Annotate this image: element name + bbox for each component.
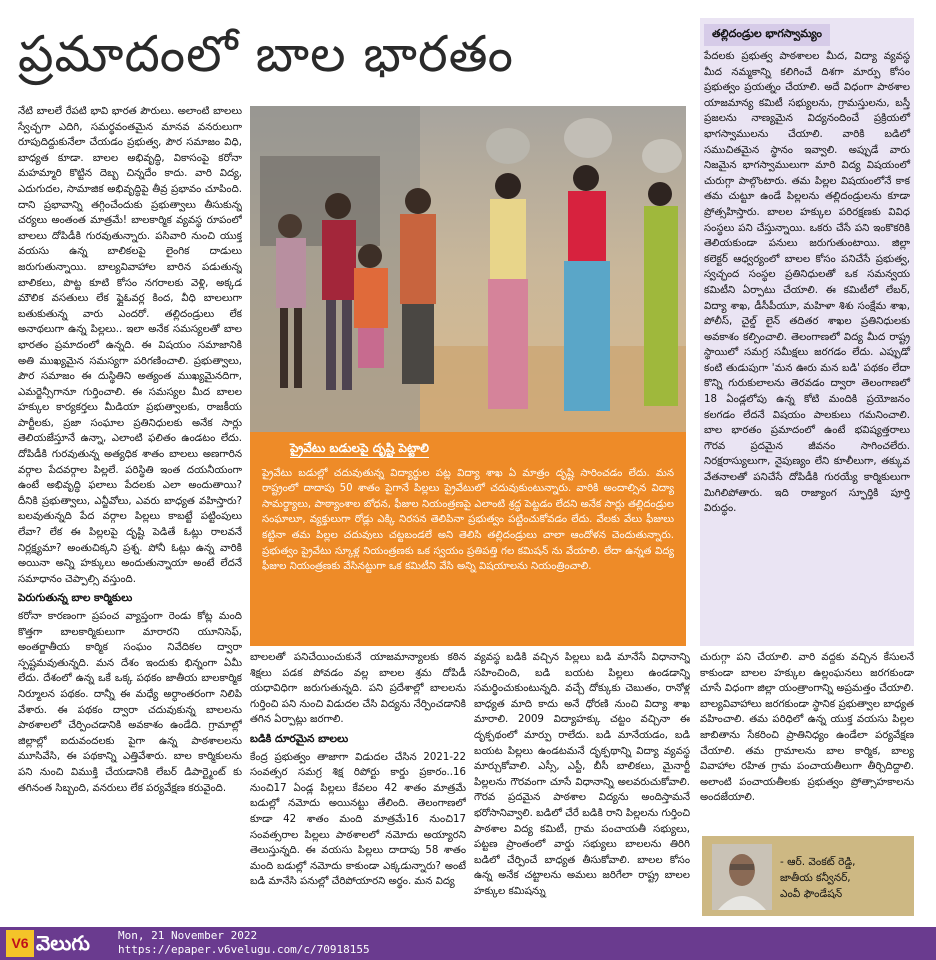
v6-logo-icon: V6: [6, 930, 34, 957]
epaper-link[interactable]: https://epaper.v6velugu.com/c/70918155: [118, 943, 370, 956]
author-credit: [780, 854, 855, 902]
author-org: ఎంవీ ఫౌండేషన్: [780, 888, 843, 900]
author-name: - ఆర్. వెంకట్ రెడ్డి,: [780, 856, 856, 868]
edition-date: Mon, 21 November 2022: [118, 929, 258, 942]
paragraph: కేంద్ర ప్రభుత్వం తాజాగా విడుదల చేసిన 2021-22 సంవత్సర సమగ్ర శిక్ష రిపోర్టు కార్డు ప్రకారం..16 నుంచి17 ఏండ్ల పిల్లలు కేవలం 42 శాతం మాత్రమే బడుల్లో నమోదు అయినట్టు తేలింది. తెలంగాణలో కూడా 42 శాతం మంది మాత్రమే16 నుంచి17 సంవత్సరాల పిల్లలు పాఠశాలలో నమోదు అయ్యారని తెలుస్తున్నది. ఈ వయసు పిల్లలు దాదాపు 58 శాతం మంది బడుల్లో నమోదు కాకుండా ఎక్కడున్నారు? అంటే బడి మానేసి పనుల్లో చేరిపోయారని అర్థం. మన విద్య: [250, 751, 466, 888]
paragraph: నేటి బాలలే రేపటి భావి భారత పౌరులు. అలాంటి బాలలు స్వేచ్ఛగా ఎదిగి, సమర్థవంతమైన మానవ వనరులుగా రూపుదిద్దుకునేలా చేయడం ప్రభుత్వ, పౌర సమాజం విధి, బాధ్యత కూడా. బాలల అభివృద్ధి, వికాసంపై కరోనా మహమ్మారి కొట్టిన దెబ్బ చిన్నదేం కాదు. వారి విద్య, ఎదుగుదల, సామాజిక అభివృద్ధిపై తీవ్ర ప్రభావం చూపింది. దాని ప్రభావాన్ని తగ్గించేందుకు ప్రభుత్వాలు తీసుకున్న చర్యలు అంతంత మాత్రమే! బాలకార్మిక వ్యవస్థ రూపంలో బాలలు దోపిడీకి గురవుతున్నారు. పసివారి నుంచి యుక్త వయసు ఉన్న బాలికలపై లైంగిక దాడులు జరుగుతున్నాయి. బాల్యవివాహాల బారిన పడుతున్న బాలికలు, పొట్ట కూటి కోసం నగరాలకు వెళ్లి, అక్కడ మౌలిక వసతులు లేక ఫ్లైఓవర్ల కింద, వీధి బాలలుగా బతుకుతున్న వారు ఎందరో. తల్లిదండ్రులు లేక అనాథలుగా ఉన్న పిల్లలు.. ఇలా అనేక సమస్యలతో బాల భారతం ప్రమాదంలో ఉన్నది. ఈ విషయం సమాజానికి అతి ముఖ్యమైన సమస్యగా పరిగణించాలి. ప్రభుత్వాలు, పౌర సమాజం ఈ దుస్థితిని అత్యంత ముఖ్యమైనదిగా, ఎమర్జెన్సీగానూ గుర్తించాలి. ఈ సమస్యల మీద బాలల హక్కుల కార్యకర్తలు మీడియా ప్రభుత్వాలకు, రాజకీయ పార్టీలకు, ప్రజా సంఘాల ప్రతినిధులకు అనేక సార్లు తెలియజేస్తూనే ఉన్నా, ఎలాంటి ఫలితం ఉండటం లేదు. దోపిడీకి గురవుతున్న అత్యధిక శాతం బాలలు అణగారిన వర్గాల పేదవర్గాల పిల్లలే. పరిస్థితి ఇంత దయనీయంగా ఉంటే అభివృద్ధి ఫలాలు పేదలకు ఎలా అందుతాయి? దీనికి ప్రభుత్వాలు, ఎన్జీవోలు, ఎవరు బాధ్యత వహిస్తారు? బలవుతున్నది పేద వర్గాల పిల్లలు కాబట్టే పట్టింపులు లేవా? లేక ఈ పిల్లలపై దృష్టి పెడితే ఓట్లు రాలవనే నిర్లక్ష్యమా? అంతుచిక్కని ప్రశ్న. పోనీ ఓట్లు ఉన్న వారికి అయినా అన్ని హక్కులు అందుతున్నాయా అంటే లేదనే సమాధానం చెప్పాల్సి వస్తుంది.: [18, 106, 242, 585]
box-text: ప్రైవేటు బడుల్లో చదువుతున్న విద్యార్థుల పట్ల విద్యా శాఖ ఏ మాత్రం దృష్టి సారించడం లేదు. మన రాష్ట్రంలో దాదాపు 50 శాతం పైగానే పిల్లలు ప్రైవేటులో చదువుకుంటున్నారు. వారికి అందాల్సిన విద్యా సామర్థ్యాలు, పాఠ్యాంశాల బోధన, ఫీజుల నియంత్రణపై ఎలాంటి శ్రద్ధ పెట్టడం లేదని అనేక సార్లు తల్లిదండ్రుల సంఘాలూ, వ్యక్తులుగా రోడ్లు ఎక్కి నిరసన తెలిపినా ప్రభుత్వం పట్టించుకోవడం లేదు. వేలకు వేలు ఫీజులు కట్టినా తమ పిల్లల చదువులు చట్టబండలే అని తెలిసి తల్లిదండ్రులు చాలా ఆందోళన చెందుతున్నారు. ప్రభుత్వం ప్రైవేటు స్కూళ్ల నియంత్రణకు ఒక స్వయం ప్రతిపత్తి గల కమిషన్ ను వేయాలి. లేదా ఉన్నత విద్య ఫీజుల నియంత్రణకు వేసినట్టుగా ఒక కమిటీని వేసి అన్ని విషయాలను నియంత్రించాలి.: [262, 467, 674, 573]
sidebar-text: పేదలకు ప్రభుత్వ పాఠశాలల మీద, విద్యా వ్యవస్థ మీద నమ్మకాన్ని కలిగించే దిశగా మార్పు కోసం ప్రభుత్వం ప్రయత్నం చేయాలి. అదే విధంగా పాఠశాల యాజమాన్య కమిటీ సభ్యులను, గ్రామస్తులను, బస్తీ ప్రజలను నాణ్యమైన విద్యనందించే ప్రక్రియలో భాగస్వాములను చేయాలి. వారికి బడిలో సముచితమైన స్థానం ఇవ్వాలి. అప్పుడే వారు నిజమైన భాగస్వాములుగా మారి విద్య విషయంలో చురుగ్గా పాల్గొంటారు. తమ పిల్లల విషయంలోనే కాక తమ చుట్టూ ఉండే పిల్లలను తల్లిదండ్రులను కూడా ప్రోత్సహిస్తారు. బాలల హక్కుల పరిరక్షణకు వివిధ సంస్థలు పని చేస్తున్నాయి. ఒకరు చేసే పని ఇంకొకరికి తెలియకుండా పనులు జరుగుతుంటాయి. జిల్లా కలెక్టర్ ఆధ్వర్యంలో బాలల కోసం పనిచేసే ప్రభుత్వ, స్వచ్ఛంద సంస్థల ప్రతినిధులతో ఒక సమన్వయ కమిటీని ఏర్పాటు చేయాలి. ఈ కమిటీలో లేబర్, విద్యా శాఖ, డీసీపీయూ, మహిళా శిశు సంక్షేమ శాఖ, పోలీస్, చైల్డ్ లైన్ తదితర శాఖల ప్రతినిధులకు అవకాశం కల్పించాలి. తెలంగాణలో విద్య మీద రాష్ట్ర స్థాయిలో సమగ్ర సమీక్షలు జరగడం లేదు. ఎప్పుడో కంటి తుడుపుగా 'మన ఊరు మన బడి' పథకం లేదా కొన్ని గురుకులాలను తెరవడం ద్వారా తెలంగాణలో 18 ఏండ్లలోపు ఉన్న కోటి మందికి ప్రయోజనం కలగడం లేదనే విషయం పాలకులు గమనించాలి. బాల భారతం ప్రమాదంలో ఉంటే భవిష్యత్తరాలు గౌరవ ప్రదమైన జీవనం సాగించలేరు. నిరక్షరాస్యులుగా, నైపుణ్యం లేని కూలీలుగా, తక్కువ వేతనాలతో పనిచేసే దోపిడీకి గురయ్యే కార్మికులుగా మిగిలిపోతారు. ఇది రాజ్యాంగ స్ఫూర్తికి పూర్తి విరుద్ధం.: [704, 51, 910, 515]
article-column-3: [474, 650, 690, 924]
sidebar-title: తల్లిదండ్రుల భాగస్వామ్యం: [704, 24, 830, 46]
author-role: జాతీయ కన్వీనర్,: [780, 872, 851, 884]
article-photo: [250, 106, 686, 432]
private-schools-box: [250, 432, 686, 646]
subheading: బడికి దూరమైన బాలలు: [250, 732, 349, 745]
children-carrying-water-image: [250, 106, 686, 432]
headline: ప్రమాదంలో బాల భారతం: [18, 25, 514, 83]
velugu-logo: వెలుగు: [36, 931, 90, 955]
paragraph: బాలలతో పనిచేయించుకునే యాజమాన్యాలకు కఠిన శిక్షలు పడక పోవడం వల్ల బాలల శ్రమ దోపిడీ యధావిధిగా జరుగుతున్నది. పని ప్రదేశాల్లో బాలలను గుర్తించి పని నుంచి విడుదల చేసి విద్యను నేర్పించడానికి తగిన ఏర్పాట్లు జరగాలి.: [250, 652, 466, 726]
sidebar-parents-participation: [700, 18, 914, 646]
paragraph: వ్యవస్థ బడికి వచ్చిన పిల్లలు బడి మానేసే విధానాన్ని సహించింది, బడి బయట పిల్లలు ఉండడాన్ని సమర్థించుకుంటున్నది. వచ్చే దోక్కుకు చెబుతం, రానోళ్ల బాధ్యత మాది కాదు అనే ధోరణి నుంచి విద్యా శాఖ మారాలి. 2009 విద్యాహక్కు చట్టం వచ్చినా ఈ దృక్పథంలో మార్పు రాలేదు. బడి మానేయడం, బడి బయట పిల్లలు ఉండటమనే దృక్పథాన్ని విద్యా వ్యవస్థ మార్చుకోవాలి. ఎస్సీ, ఎస్టీ, బీసీ బాలికలు, మైనార్టీ పిల్లలను గౌరవంగా చూసే విధానాన్ని అలవరుచుకోవాలి. గౌరవ ప్రదమైన పాఠశాల విద్యను అందిస్తామనే భరోసానివ్వాలి. బడిలో చేరే బడికి రాని పిల్లలను గుర్తించి పాఠశాల విద్య కమిటీ, గ్రామ పంచాయతీ సభ్యులు, పట్టణ ప్రాంతంలో వార్డు సభ్యులు బాలలను తిరిగి బడిలో చేర్పించే బాధ్యత తీసుకోవాలి. బాలల కోసం ఉన్న అనేక చట్టాలను అమలు జరిగేలా రాష్ట్ర బాలల హక్కుల కమిషన్ను: [474, 652, 690, 897]
author-portrait-icon: [712, 844, 772, 910]
box-title: ప్రైవేటు బడులపై దృష్టి పెట్టాలి: [290, 441, 429, 458]
article-column-1: [18, 104, 242, 924]
article-column-4: [700, 650, 914, 832]
subheading: పెరుగుతున్న బాల కార్మికులు: [18, 592, 133, 605]
article-column-2: [250, 650, 466, 924]
footer-bar: [0, 927, 936, 960]
author-photo: [712, 844, 772, 910]
paragraph: చురుగ్గా పని చేయాలి. వారి వద్దకు వచ్చిన కేసులనే కాకుండా బాలల హక్కుల ఉల్లంఘనలు జరగకుండా చూసే విధంగా జిల్లా యంత్రాంగాన్ని అప్రమత్తం చేయాలి. బాల్యవివాహాలు జరగకుండా స్థానిక ప్రభుత్వాల బాధ్యత వహించాలి. తమ పరిధిలో ఉన్న యుక్త వయసు పిల్లల జాబితాను సేకరించి ప్రాతినిధ్యం ఉండేలా పర్యవేక్షణ చేయాలి. తమ గ్రామాలను బాల కార్మిక, బాల్య వివాహాల రహిత గ్రామ పంచాయతీలుగా తీర్చిదిద్దాలి. అలాంటి పంచాయతీలకు ప్రభుత్వం ప్రోత్సాహకాలను అందజేయాలి.: [700, 652, 914, 804]
author-box: [702, 836, 914, 916]
paragraph: కరోనా కారణంగా ప్రపంచ వ్యాప్తంగా రెండు కోట్ల మంది కొత్తగా బాలకార్మికులుగా మారారని యూనిసెఫ్, అంతర్జాతీయ కార్మిక సంఘం నివేదికల ద్వారా స్పష్టమవుతున్నది. మన దేశం ఇందుకు భిన్నంగా ఏమీ లేదు. దేశంలో ఉన్న ఒకే ఒక్క పథకం జాతీయ బాలకార్మిక నిర్మూలన పథకం. దాన్నీ ఈ మధ్యే అర్ధాంతరంగా నిలిపి వేశారు. ఈ పథకం ద్వారా చదువుకున్న బాలలను పాఠశాలలో చేర్పించడానికి అవకాశం ఉండేది. గ్రామాల్లో జిల్లాల్లో ఐదువందలకు పైగా ఉన్న పాఠశాలలను మూసివేసి, ఈ పథకాన్ని ఎత్తివేశారు. బాల కార్మికులను పని నుంచి విముక్తి చేయడానికి లేబర్ డిపార్ట్మెంట్ కు తగినంత సిబ్బంది, వనరులు లేక పర్యవేక్షణ కరువైంది.: [18, 611, 242, 794]
